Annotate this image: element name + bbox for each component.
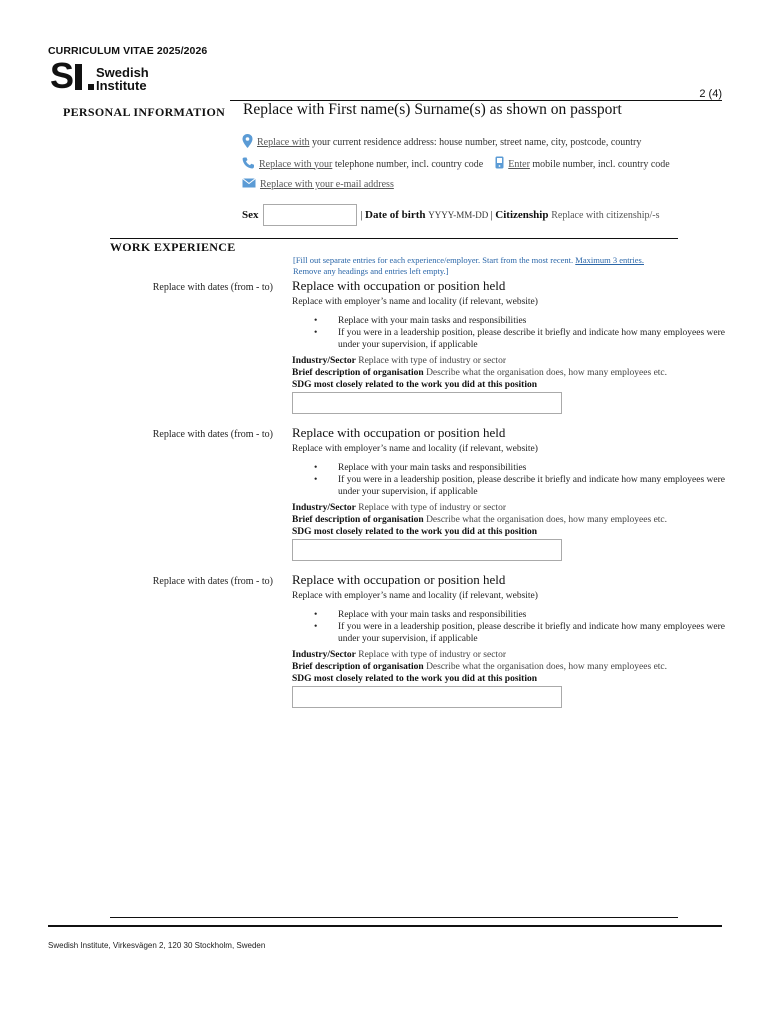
industry-field[interactable]: Replace with type of industry or sector: [358, 356, 506, 366]
industry-label: Industry/Sector: [292, 356, 356, 366]
entry-tasks: [314, 462, 770, 498]
citizenship-field[interactable]: Replace with citizenship/-s: [551, 209, 660, 221]
citizenship-label: Citizenship: [495, 209, 549, 221]
separator: |: [360, 209, 366, 221]
entry-organisation: [292, 368, 667, 378]
entry-tasks: [314, 609, 770, 645]
task-text[interactable]: under your supervision, if applicable: [338, 340, 478, 350]
location-pin-icon: [242, 134, 253, 151]
entry-organisation: [292, 515, 667, 525]
personal-info-label: PERSONAL INFORMATION: [63, 105, 226, 119]
entry-employer[interactable]: Replace with employer’s name and locality (if relevant, website): [292, 444, 538, 454]
entry-sdg: [292, 674, 537, 684]
dob-field[interactable]: YYYY-MM-DD: [428, 210, 489, 220]
entry-employer[interactable]: Replace with employer’s name and locality (if relevant, website): [292, 591, 538, 601]
work-experience-rule: [110, 238, 678, 239]
org-label: Brief description of organisation: [292, 515, 424, 525]
sdg-label: SDG most closely related to the work you did at this position: [292, 380, 537, 390]
phone-hint: telephone number, incl. country code: [334, 158, 484, 170]
mobile-field[interactable]: Enter: [508, 158, 530, 170]
sex-label: Sex: [242, 209, 259, 221]
bullet-icon: •: [314, 622, 318, 632]
entry-sdg: [292, 527, 537, 537]
entry-sdg: [292, 380, 537, 390]
list-item: [314, 621, 770, 633]
mobile-phone-icon: [495, 156, 504, 172]
task-text[interactable]: If you were in a leadership position, please describe it briefly and indicate how many employees were: [338, 475, 725, 485]
phone-field[interactable]: Replace with your: [259, 158, 333, 170]
work-experience-label: WORK EXPERIENCE: [110, 240, 236, 254]
entry-industry: [292, 650, 506, 660]
sdg-field[interactable]: [292, 686, 562, 708]
industry-label: Industry/Sector: [292, 650, 356, 660]
org-label: Brief description of organisation: [292, 662, 424, 672]
entry-occupation[interactable]: Replace with occupation or position held: [292, 278, 506, 293]
entry-industry: [292, 503, 506, 513]
logo-line-1: Swedish: [96, 65, 149, 80]
logo-line-2: Institute: [96, 78, 147, 93]
entry-dates[interactable]: Replace with dates (from - to): [152, 282, 273, 293]
sex-field[interactable]: [263, 204, 357, 226]
org-label: Brief description of organisation: [292, 368, 424, 378]
email-field[interactable]: Replace with your e-mail address: [260, 179, 394, 190]
entry-tasks: [314, 315, 770, 351]
org-field[interactable]: Describe what the organisation does, how many employees etc.: [426, 515, 668, 525]
task-text[interactable]: If you were in a leadership position, please describe it briefly and indicate how many employees were: [338, 328, 725, 338]
entry-occupation[interactable]: Replace with occupation or position held: [292, 572, 506, 587]
phone-icon: [242, 157, 255, 172]
separator: |: [488, 209, 496, 221]
address-hint: your current residence address: house number, street name, city, postcode, country: [311, 137, 642, 148]
bullet-icon: •: [314, 328, 318, 338]
sdg-label: SDG most closely related to the work you did at this position: [292, 674, 537, 684]
page-number: 2 (4): [699, 88, 722, 100]
address-row: [242, 134, 641, 151]
sdg-field[interactable]: [292, 392, 562, 414]
envelope-icon: [242, 178, 256, 191]
email-row: [242, 178, 394, 191]
sex-dob-citizenship-row: [242, 204, 660, 226]
entry-organisation: [292, 662, 667, 672]
task-text[interactable]: Replace with your main tasks and responsibilities: [338, 316, 527, 326]
list-item: [314, 474, 770, 486]
work-entry: [0, 278, 770, 422]
list-item-continued: [314, 633, 770, 645]
entry-dates[interactable]: Replace with dates (from - to): [152, 576, 273, 587]
entry-industry: [292, 356, 506, 366]
bullet-icon: •: [314, 475, 318, 485]
list-item: [314, 327, 770, 339]
entry-dates[interactable]: Replace with dates (from - to): [152, 429, 273, 440]
sdg-field[interactable]: [292, 539, 562, 561]
org-field[interactable]: Describe what the organisation does, how many employees etc.: [426, 662, 668, 672]
entry-occupation[interactable]: Replace with occupation or position held: [292, 425, 506, 440]
list-item: [314, 315, 770, 327]
bullet-icon: •: [314, 610, 318, 620]
name-field[interactable]: Replace with First name(s) Surname(s) as shown on passport: [243, 101, 622, 118]
list-item-continued: [314, 486, 770, 498]
phone-row: [242, 156, 670, 172]
logo-text: [96, 66, 149, 92]
task-text[interactable]: Replace with your main tasks and responsibilities: [338, 463, 527, 473]
org-field[interactable]: Describe what the organisation does, how many employees etc.: [426, 368, 668, 378]
task-text[interactable]: under your supervision, if applicable: [338, 487, 478, 497]
bullet-icon: •: [314, 316, 318, 326]
entry-employer[interactable]: Replace with employer’s name and locality (if relevant, website): [292, 297, 538, 307]
work-entry: [0, 425, 770, 569]
list-item: [314, 462, 770, 474]
list-item: [314, 609, 770, 621]
dob-label: Date of birth: [365, 209, 426, 221]
logo-mark-glyph: S: [50, 56, 82, 96]
task-text[interactable]: under your supervision, if applicable: [338, 634, 478, 644]
swedish-institute-logo: [50, 55, 170, 96]
address-field[interactable]: Replace with: [257, 137, 310, 148]
list-item-continued: [314, 339, 770, 351]
note-link[interactable]: Maximum 3 entries.: [575, 255, 644, 265]
note-text: [Fill out separate entries for each experience/employer. Start from the most recent.: [293, 255, 574, 265]
mobile-hint: mobile number, incl. country code: [532, 158, 670, 170]
task-text[interactable]: If you were in a leadership position, please describe it briefly and indicate how many employees were: [338, 622, 725, 632]
industry-label: Industry/Sector: [292, 503, 356, 513]
industry-field[interactable]: Replace with type of industry or sector: [358, 650, 506, 660]
work-entry: [0, 572, 770, 716]
industry-field[interactable]: Replace with type of industry or sector: [358, 503, 506, 513]
work-experience-note: [293, 255, 663, 277]
footer-rule-thick: [48, 925, 722, 927]
note-tail: Remove any headings and entries left empty.]: [293, 266, 449, 276]
footer-address: Swedish Institute, Virkesvägen 2, 120 30 Stockholm, Sweden: [48, 941, 266, 950]
logo-dot: [88, 84, 94, 90]
bullet-icon: •: [314, 463, 318, 473]
cv-title: CURRICULUM VITAE 2025/2026: [48, 45, 208, 57]
sdg-label: SDG most closely related to the work you did at this position: [292, 527, 537, 537]
footer-rule: [110, 917, 678, 918]
task-text[interactable]: Replace with your main tasks and responsibilities: [338, 610, 527, 620]
